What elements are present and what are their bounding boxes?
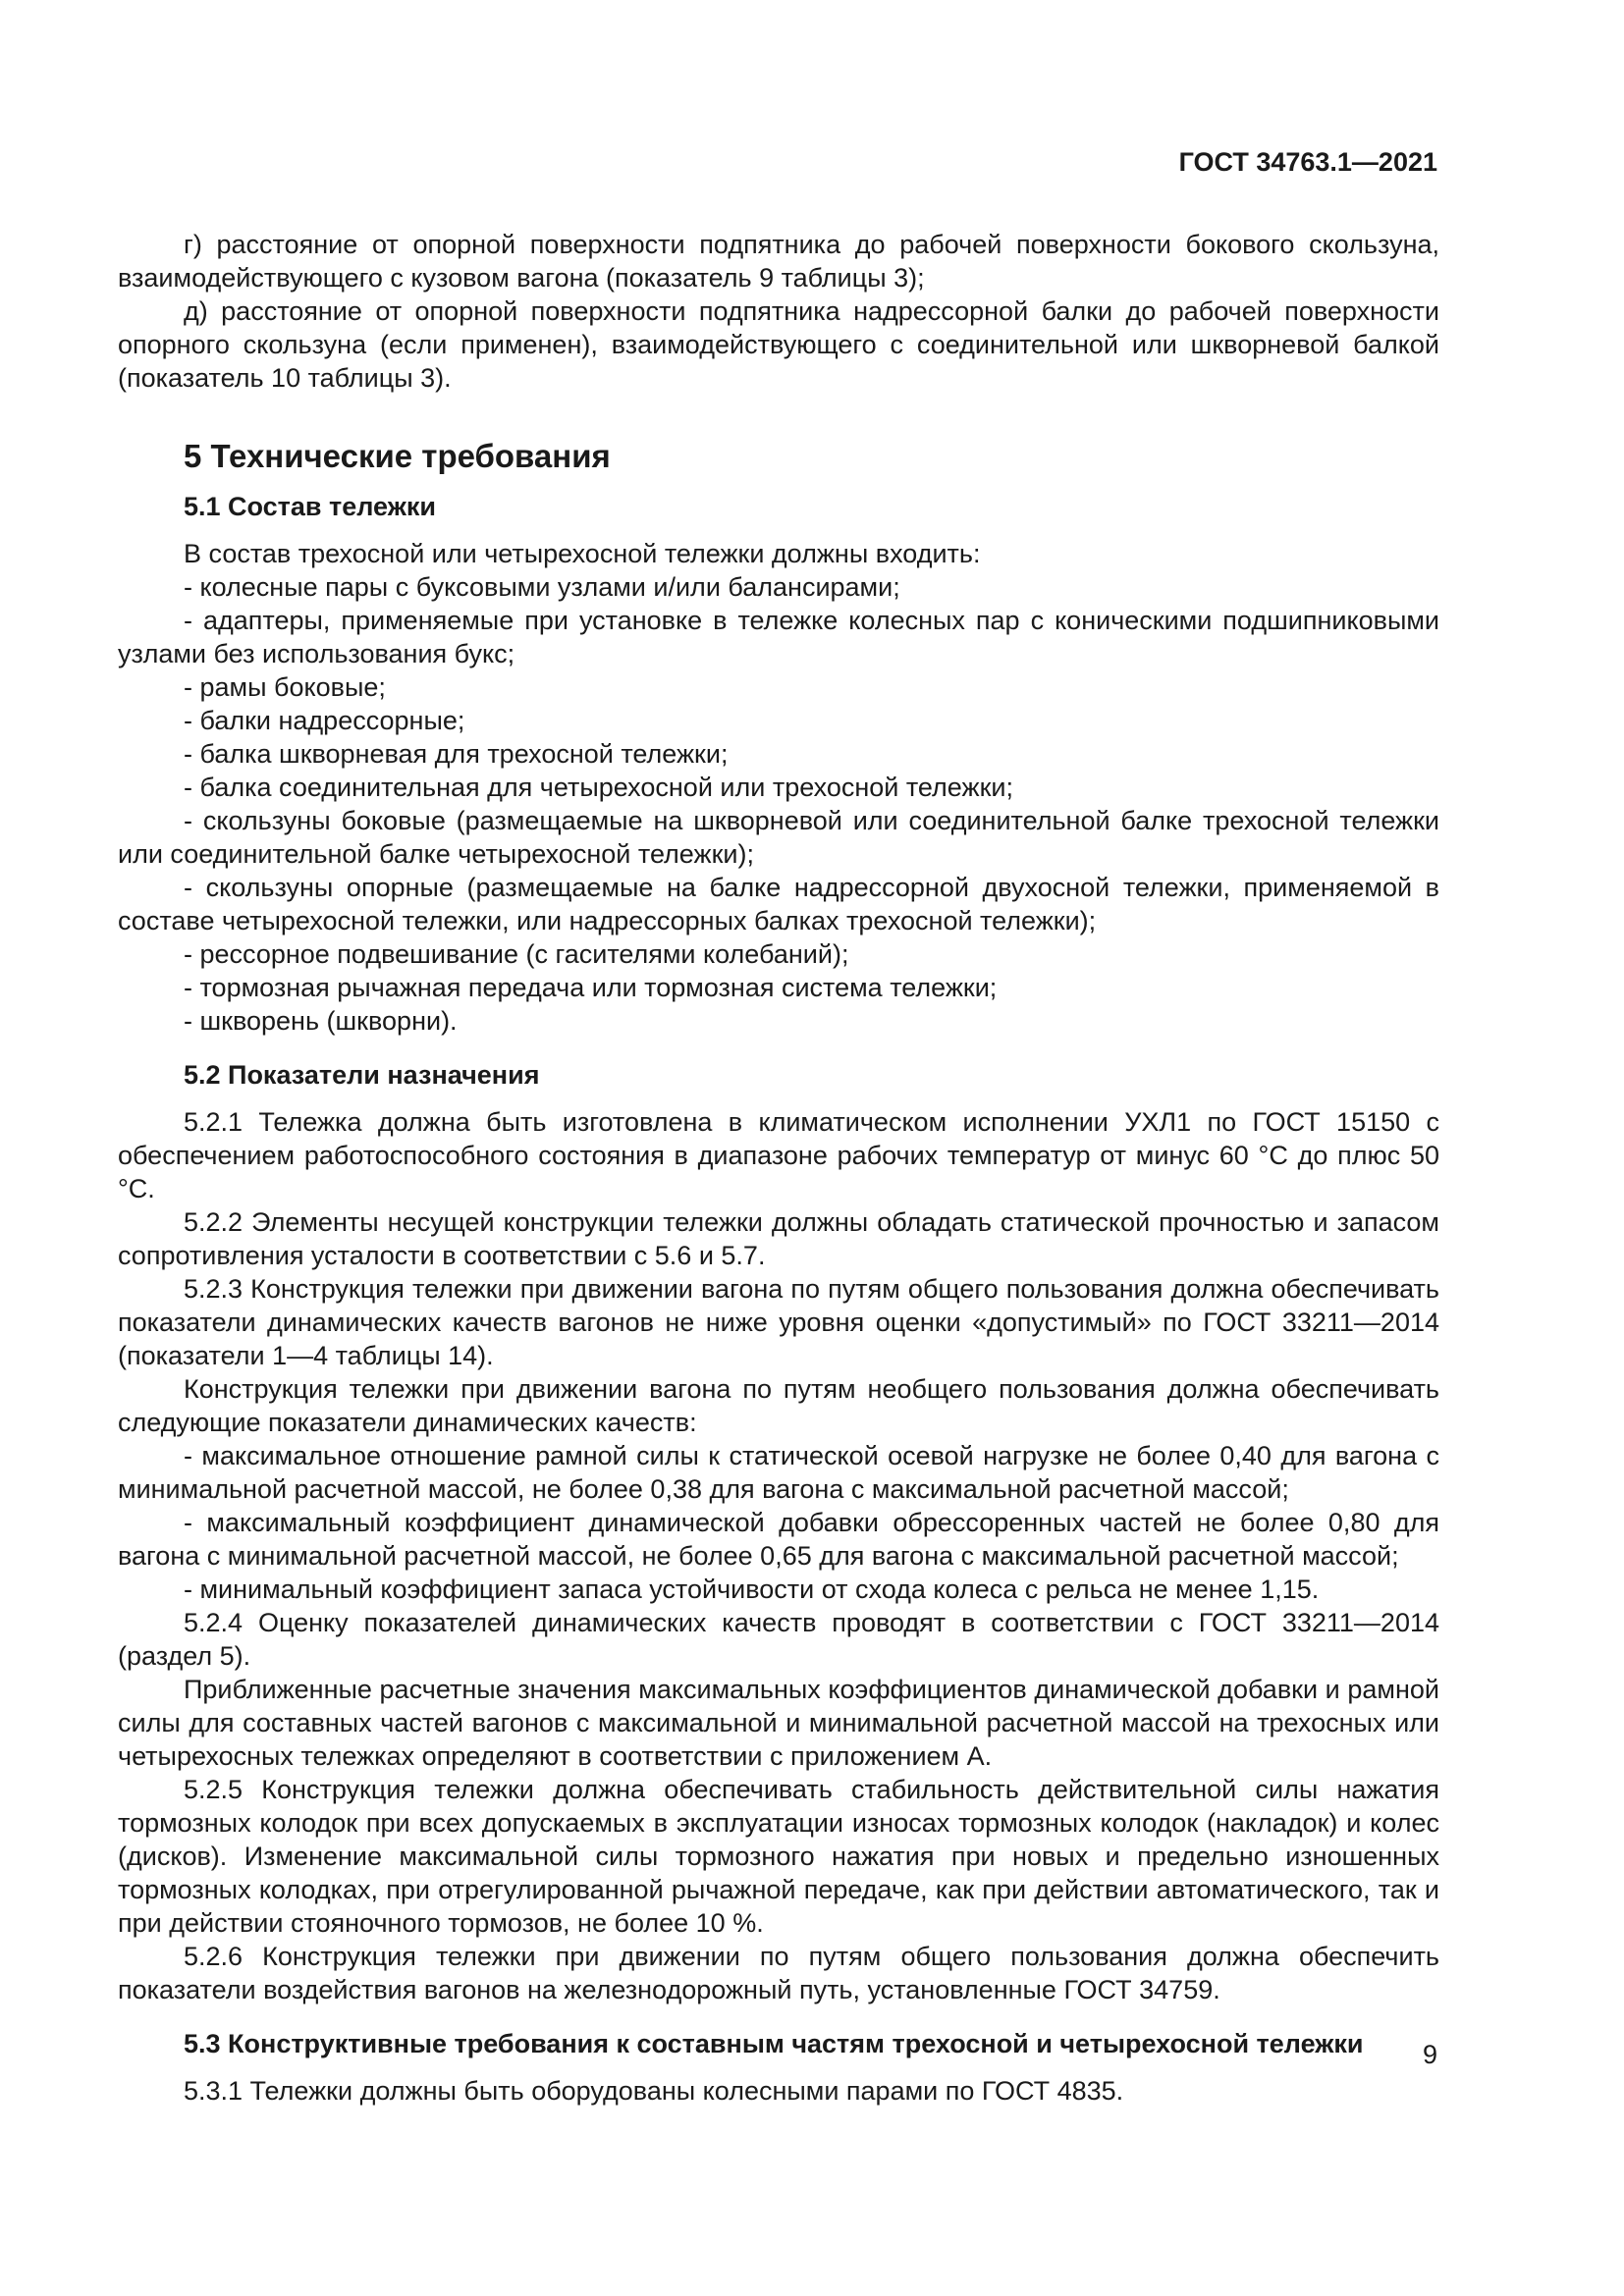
paragraph: 5.3.1 Тележки должны быть оборудованы колесными парами по ГОСТ 4835. (184, 2076, 1124, 2106)
list-item: - рессорное подвешивание (с гасителями колебаний); (184, 939, 849, 969)
list-item: - скользуны опорные (размещаемые на балке надрессорной двухосной тележки, применяемой в составе четырехосной тележки, или надрессорных балках трехосной тележки); (118, 873, 1439, 935)
paragraph: 5.2.6 Конструкция тележки при движении по путям общего пользования должна обеспечить показатели воздействия вагонов на железнодорожный путь, установленные ГОСТ 34759. (118, 1942, 1439, 2004)
paragraph: 5.2.4 Оценку показателей динамических качеств проводят в соответствии с ГОСТ 33211—2014 (раздел 5). (118, 1608, 1439, 1671)
paragraph: 5.2.1 Тележка должна быть изготовлена в климатическом исполнении УХЛ1 по ГОСТ 15150 с обеспечением работоспособного состояния в диапазоне рабочих температур от минус 60 °С до плюс 50 °С. (118, 1107, 1439, 1203)
list-item: - скользуны боковые (размещаемые на шкворневой или соединительной балке трехосной тележки или соединительной балке четырехосной тележки); (118, 806, 1439, 869)
list-item: - балки надрессорные; (184, 706, 465, 735)
subsection-heading: 5.3 Конструктивные требования к составным частям трехосной и четырехосной тележки (184, 2029, 1364, 2058)
paragraph: Конструкция тележки при движении вагона по путям необщего пользования должна обеспечивать следующие показатели динамических качеств: (118, 1374, 1439, 1437)
paragraph: г) расстояние от опорной поверхности подпятника до рабочей поверхности бокового скользуна, взаимодействующего с кузовом вагона (показатель 9 таблицы 3); (118, 230, 1439, 293)
list-item: - тормозная рычажная передача или тормозная система тележки; (184, 973, 998, 1002)
subsection-heading: 5.1 Состав тележки (184, 492, 436, 521)
list-item: - балка шкворневая для трехосной тележки; (184, 739, 729, 769)
list-item: - шкворень (шкворни). (184, 1006, 458, 1036)
list-item: - минимальный коэффициент запаса устойчивости от схода колеса с рельса не менее 1,15. (184, 1575, 1320, 1604)
paragraph: 5.2.2 Элементы несущей конструкции тележки должны обладать статической прочностью и запасом сопротивления усталости в соответствии с 5.6 и 5.7. (118, 1207, 1439, 1270)
paragraph: Приближенные расчетные значения максимальных коэффициентов динамической добавки и рамной силы для составных частей вагонов с максимальной и минимальной расчетной массой на трехосных или четырехосных тележках определяют в соответствии с приложением А. (118, 1675, 1439, 1771)
list-item: - колесные пары с буксовыми узлами и/или балансирами; (184, 572, 900, 602)
subsection-heading: 5.2 Показатели назначения (184, 1060, 540, 1090)
document-body (118, 228, 1439, 2108)
paragraph: д) расстояние от опорной поверхности подпятника надрессорной балки до рабочей поверхности опорного скользуна (если применен), взаимодействующего с соединительной или шкворневой балкой (показатель 10 таблицы 3). (118, 296, 1439, 393)
list-item: - максимальное отношение рамной силы к статической осевой нагрузке не более 0,40 для вагона с минимальной расчетной массой, не более 0,38 для вагона с максимальной расчетной массой; (118, 1441, 1439, 1504)
document-code: ГОСТ 34763.1—2021 (1178, 147, 1437, 177)
paragraph: В состав трехосной или четырехосной тележки должны входить: (184, 539, 981, 568)
page-number: 9 (1422, 2040, 1437, 2069)
list-item: - максимальный коэффициент динамической добавки обрессоренных частей не более 0,80 для вагона с минимальной расчетной массой, не более 0,65 для вагона с максимальной расчетной массой; (118, 1508, 1439, 1571)
paragraph: 5.2.5 Конструкция тележки должна обеспечивать стабильность действительной силы нажатия тормозных колодок при всех допускаемых в эксплуатации износах тормозных колодок (накладок) и колес (дисков). Изменение максимальной силы тормозного нажатия при новых и предельно изношенных тормозных колодках, при отрегулированной рычажной передаче, как при действии автоматического, так и при действии стояночного тормозов, не более 10 %. (118, 1775, 1439, 1938)
list-item: - балка соединительная для четырехосной или трехосной тележки; (184, 773, 1013, 802)
list-item: - адаптеры, применяемые при установке в тележке колесных пар с коническими подшипниковыми узлами без использования букс; (118, 606, 1439, 668)
paragraph: 5.2.3 Конструкция тележки при движении вагона по путям общего пользования должна обеспечивать показатели динамических качеств вагонов не ниже уровня оценки «допустимый» по ГОСТ 33211—2014 (показатели 1—4 таблицы 14). (118, 1274, 1439, 1370)
list-item: - рамы боковые; (184, 672, 386, 702)
section-heading: 5 Технические требования (184, 438, 611, 474)
